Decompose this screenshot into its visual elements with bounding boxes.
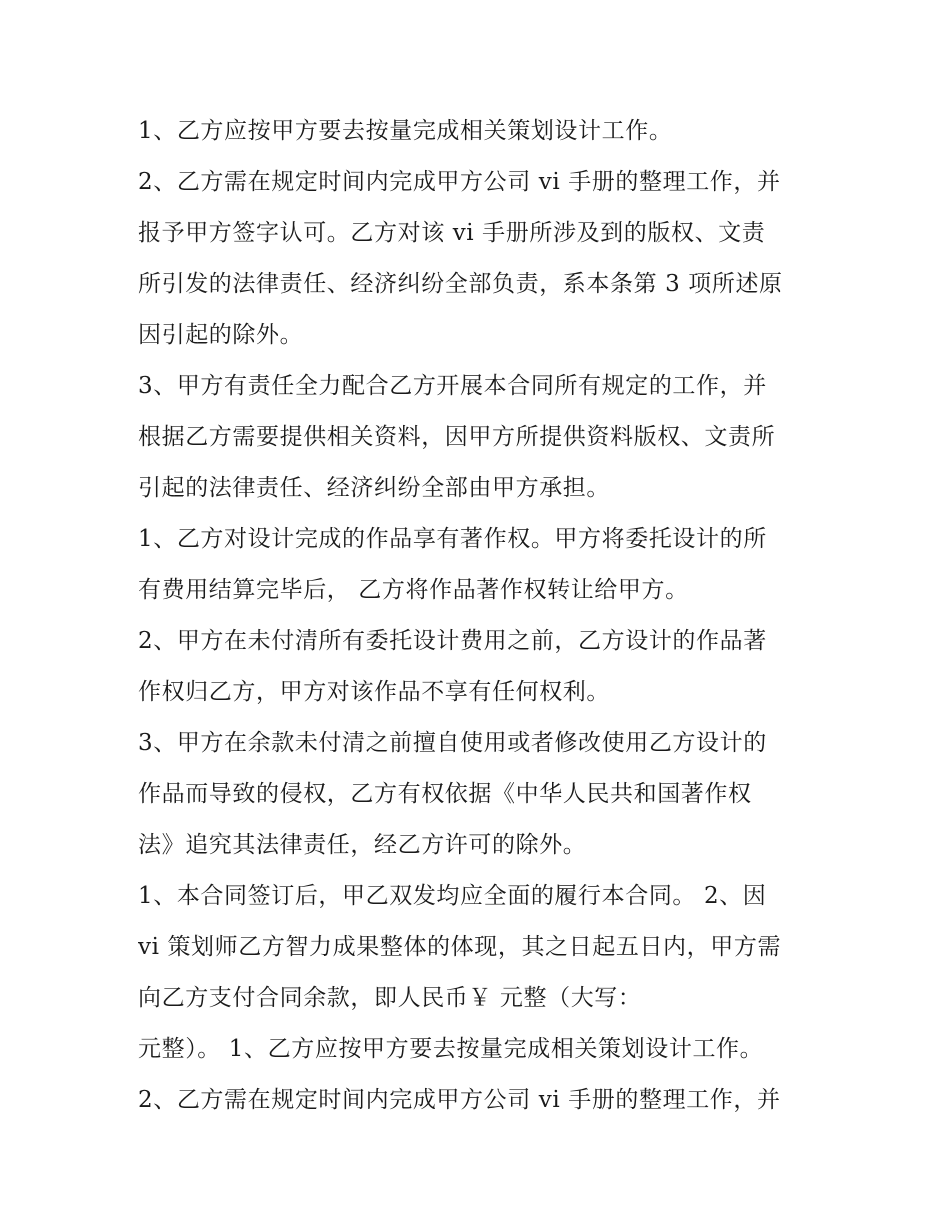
text-line: 因引起的除外。: [138, 322, 304, 348]
text-line: 3、甲方在余款未付清之前擅自使用或者修改使用乙方设计的: [138, 730, 767, 756]
text-line: 向乙方支付合同余款，即人民币￥ 元整（大写：: [138, 985, 642, 1011]
text-line: 2、乙方需在规定时间内完成甲方公司 vi 手册的整理工作，并: [138, 1087, 781, 1113]
text-line: 2、甲方在未付清所有委托设计费用之前，乙方设计的作品著: [138, 628, 767, 654]
text-line: 3、甲方有责任全力配合乙方开展本合同所有规定的工作，并: [138, 373, 767, 399]
text-line: 作品而导致的侵权，乙方有权依据《中华人民共和国著作权: [138, 781, 752, 807]
document-body: [138, 106, 818, 1126]
text-line: 1、乙方对设计完成的作品享有著作权。甲方将委托设计的所: [138, 526, 767, 552]
text-line: 1、本合同签订后，甲乙双发均应全面的履行本合同。 2、因: [138, 883, 767, 909]
text-line: 元整）。 1、乙方应按甲方要去按量完成相关策划设计工作。: [138, 1036, 764, 1062]
text-line: 报予甲方签字认可。乙方对该 vi 手册所涉及到的版权、文责: [138, 220, 766, 246]
text-line: 根据乙方需要提供相关资料，因甲方所提供资料版权、文责所: [138, 424, 776, 450]
text-line: 法》追究其法律责任，经乙方许可的除外。: [138, 832, 587, 858]
text-line: 引起的法律责任、经济纠纷全部由甲方承担。: [138, 475, 610, 501]
text-line: 所引发的法律责任、经济纠纷全部负责，系本条第 3 项所述原: [138, 271, 783, 297]
text-line: 1、乙方应按甲方要去按量完成相关策划设计工作。: [138, 118, 673, 144]
text-line: vi 策划师乙方智力成果整体的体现，其之日起五日内，甲方需: [138, 934, 782, 960]
text-line: 作权归乙方，甲方对该作品不享有任何权利。: [138, 679, 610, 705]
text-line: 2、乙方需在规定时间内完成甲方公司 vi 手册的整理工作，并: [138, 169, 781, 195]
text-line: 有费用结算完毕后， 乙方将作品著作权转让给甲方。: [138, 577, 689, 603]
